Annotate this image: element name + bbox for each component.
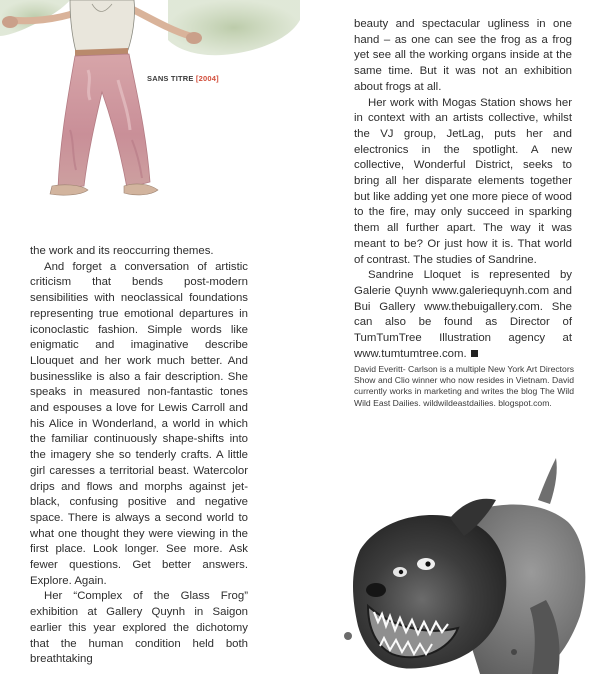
representation-text: Sandrine Lloquet is represented by Galerie Quynh www.galeriequynh.com and Bui Gallery www.thebuigallery.com. She can also be found as Director of TumTumTree Illustration agency at www.tumtumtree.com. (354, 269, 572, 360)
paragraph: beauty and spectacular ugliness in one hand – as one can see the frog as a frog yet see all the working organs inside at the same time. But it was not an exhibition about frogs at all. (354, 18, 572, 93)
paragraph-representation (354, 268, 572, 362)
paragraph: the work and its reoccurring themes. (30, 245, 214, 257)
artwork-sans-titre (0, 0, 300, 205)
paragraph: And forget a conversation of artistic criticism that bends post-modern sensibilities with neoclassical foundations representing true emotional departures in iconoclastic fashion. Simple words like enigmatic and imaginative describe Llouquet and her work much better. And businesslike is also a fair description. She speaks in measured non-fantastic tones and espouses a love for Lewis Carroll and his Alice in Wonderland, a world in which the familiar continuously shape-shifts into the imagery she so tenderly crafts. A little girl caresses a territorial beast. Watercolor drips and flows and morphs against jet-black, confusing positive and negative space. There is always a second world to what one thought they were viewing in the first place. Look longer. See more. Ask fewer questions. Get better answers. Explore. Again. (30, 260, 248, 587)
artwork-caption (147, 74, 219, 83)
paragraph: Her work with Mogas Station shows her in context with an artists collective, whilst the VJ group, JetLag, puts her and electronics in the spotlight. A new collective, Wonderful District, seeks to bring all her disparate elements together but like adding yet one more piece of wood to the fire, may only succeed in sparking them all further apart. The way it was meant to be? Or just how it is. That world of contrast. The studies of Sandrine. (354, 96, 572, 266)
right-column (354, 17, 572, 362)
author-bio-text: David Everitt- Carlson is a multiple New York Art Directors Show and Clio winner who now resides in Vietnam. David currently works in marketing and writes the blog The Wild Wild East Dailies. wildwildeastdailies. blogspot.com. (354, 364, 574, 408)
paragraph: Her “Complex of the Glass Frog” exhibition at Gallery Quynh in Saigon earlier this year explored the dichotomy that the human condition held both breathtaking (30, 590, 248, 666)
caption-year: [2004] (195, 74, 219, 83)
author-bio (354, 364, 574, 409)
caption-title: SANS TITRE (147, 74, 194, 83)
end-of-article-square-icon (471, 350, 478, 357)
artwork-snarling-dog (300, 440, 600, 674)
left-column (30, 244, 248, 668)
